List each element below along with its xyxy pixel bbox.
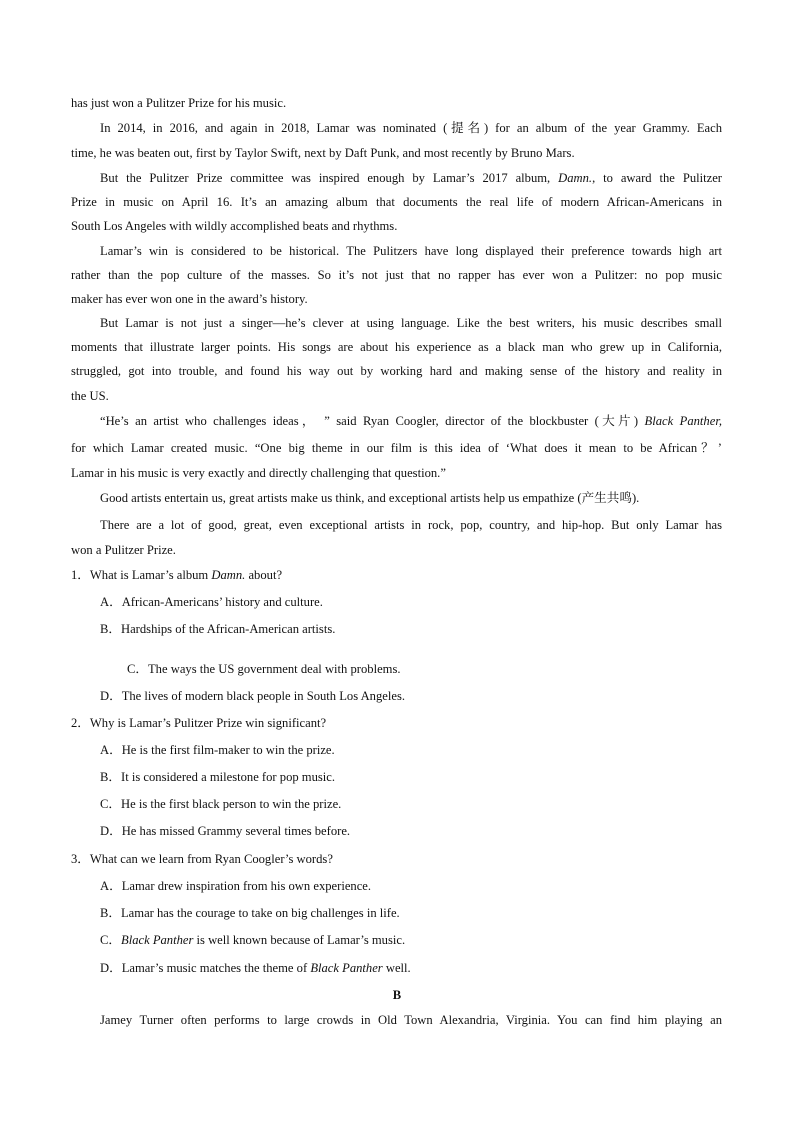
paragraph-line bbox=[71, 363, 722, 379]
answer-option bbox=[127, 661, 727, 677]
answer-option bbox=[100, 905, 700, 921]
text-run: Prize in music on April 16. It’s an amazing album that documents the real life of modern African-Americans in bbox=[71, 195, 722, 209]
text-run: time, he was beaten out, first by Taylor Swift, next by Daft Punk, and most recently by Bruno Mars. bbox=[71, 146, 575, 160]
italic-title: Damn. bbox=[211, 568, 246, 582]
text-run: Lamar in his music is very exactly and directly challenging that question.” bbox=[71, 466, 446, 480]
answer-option bbox=[100, 796, 700, 812]
text-run: maker has ever won one in the award’s history. bbox=[71, 292, 308, 306]
text-run: But the Pulitzer Prize committee was inspired enough by Lamar’s 2017 album, bbox=[100, 171, 559, 185]
paragraph-line bbox=[71, 218, 722, 234]
answer-option bbox=[100, 769, 700, 785]
paragraph-line bbox=[71, 194, 722, 210]
text-run: There are a lot of good, great, even exceptional artists in rock, pop, country, and hip-hop. But only Lamar has bbox=[100, 518, 722, 532]
text-run: But Lamar is not just a singer—he’s clever at using language. Like the best writers, his music describes small bbox=[100, 316, 722, 330]
question-stem bbox=[71, 851, 722, 867]
text-run: well. bbox=[382, 961, 411, 975]
text-run: about? bbox=[245, 568, 283, 582]
paragraph-line bbox=[100, 120, 722, 136]
answer-option bbox=[100, 621, 700, 637]
text-run: 1．What is Lamar’s album bbox=[71, 568, 212, 582]
text-run: “He’s an artist who challenges ideas， ” said Ryan Coogler, director of the blockbuster (大片) bbox=[100, 414, 645, 428]
text-run: B．Hardships of the African-American artists. bbox=[100, 622, 336, 636]
paragraph-line bbox=[100, 170, 722, 186]
paragraph-line bbox=[100, 315, 722, 331]
paragraph-line bbox=[100, 413, 722, 429]
italic-title: Damn. bbox=[558, 171, 593, 185]
answer-option bbox=[100, 960, 700, 976]
text-run: A．He is the first film-maker to win the prize. bbox=[100, 743, 335, 757]
paragraph-line bbox=[71, 388, 722, 404]
text-run: 2．Why is Lamar’s Pulitzer Prize win significant? bbox=[71, 716, 327, 730]
text-run: A．Lamar drew inspiration from his own experience. bbox=[100, 879, 372, 893]
text-run: for which Lamar created music. “One big theme in our film is this idea of ‘What does it mean to be African？’ bbox=[71, 441, 722, 455]
text-run: , to award the Pulitzer bbox=[592, 171, 722, 185]
text-run: Jamey Turner often performs to large crowds in Old Town Alexandria, Virginia. You can find him playing an bbox=[100, 1013, 722, 1027]
text-run: Good artists entertain us, great artists make us think, and exceptional artists help us empathize (产生共鸣). bbox=[100, 491, 640, 505]
italic-title: Black Panther, bbox=[644, 414, 722, 428]
answer-option bbox=[100, 594, 700, 610]
answer-option bbox=[100, 932, 700, 948]
paragraph-line bbox=[71, 267, 722, 283]
text-run: 3．What can we learn from Ryan Coogler’s words? bbox=[71, 852, 333, 866]
paragraph-line bbox=[71, 291, 722, 307]
text-run: struggled, got into trouble, and found his way out by working hard and making sense of the history and reality in bbox=[71, 364, 722, 378]
paragraph-line bbox=[71, 339, 722, 355]
paragraph-line bbox=[71, 440, 722, 456]
paragraph-line bbox=[100, 517, 722, 533]
text-run: C． bbox=[100, 933, 121, 947]
paragraph-line bbox=[71, 95, 722, 111]
text-run: moments that illustrate larger points. His songs are about his experience as a black man who grew up in California, bbox=[71, 340, 722, 354]
text-run: B．Lamar has the courage to take on big challenges in life. bbox=[100, 906, 400, 920]
paragraph-line bbox=[100, 490, 722, 506]
italic-title: Black Panther bbox=[121, 933, 194, 947]
text-run: is well known because of Lamar’s music. bbox=[193, 933, 406, 947]
answer-option bbox=[100, 878, 700, 894]
question-stem bbox=[71, 715, 722, 731]
text-run: In 2014, in 2016, and again in 2018, Lamar was nominated (提名) for an album of the year Grammy. Each bbox=[100, 121, 722, 135]
text-run: D．The lives of modern black people in South Los Angeles. bbox=[100, 689, 405, 703]
text-run: Lamar’s win is considered to be historical. The Pulitzers have long displayed their preference towards high art bbox=[100, 244, 722, 258]
text-run: has just won a Pulitzer Prize for his music. bbox=[71, 96, 287, 110]
italic-title: Black Panther bbox=[310, 961, 383, 975]
paragraph-line bbox=[71, 465, 722, 481]
paragraph-line bbox=[71, 542, 722, 558]
text-run: won a Pulitzer Prize. bbox=[71, 543, 176, 557]
text-run: rather than the pop culture of the masses. So it’s not just that no rapper has ever won a Pulitzer: no pop music bbox=[71, 268, 722, 282]
text-run: D．He has missed Grammy several times before. bbox=[100, 824, 351, 838]
paragraph-line bbox=[100, 1012, 722, 1028]
text-run: the US. bbox=[71, 389, 109, 403]
question-stem bbox=[71, 567, 722, 583]
paragraph-line bbox=[71, 145, 722, 161]
text-run: A．African-Americans’ history and culture. bbox=[100, 595, 323, 609]
text-run: B．It is considered a milestone for pop music. bbox=[100, 770, 336, 784]
text-run: D．Lamar’s music matches the theme of bbox=[100, 961, 311, 975]
section-heading: B bbox=[392, 988, 402, 1002]
paragraph-line bbox=[100, 243, 722, 259]
text-run: C．The ways the US government deal with problems. bbox=[127, 662, 401, 676]
text-run: South Los Angeles with wildly accomplished beats and rhythms. bbox=[71, 219, 398, 233]
text-run: C．He is the first black person to win the prize. bbox=[100, 797, 342, 811]
answer-option bbox=[100, 688, 700, 704]
answer-option bbox=[100, 742, 700, 758]
answer-option bbox=[100, 823, 700, 839]
